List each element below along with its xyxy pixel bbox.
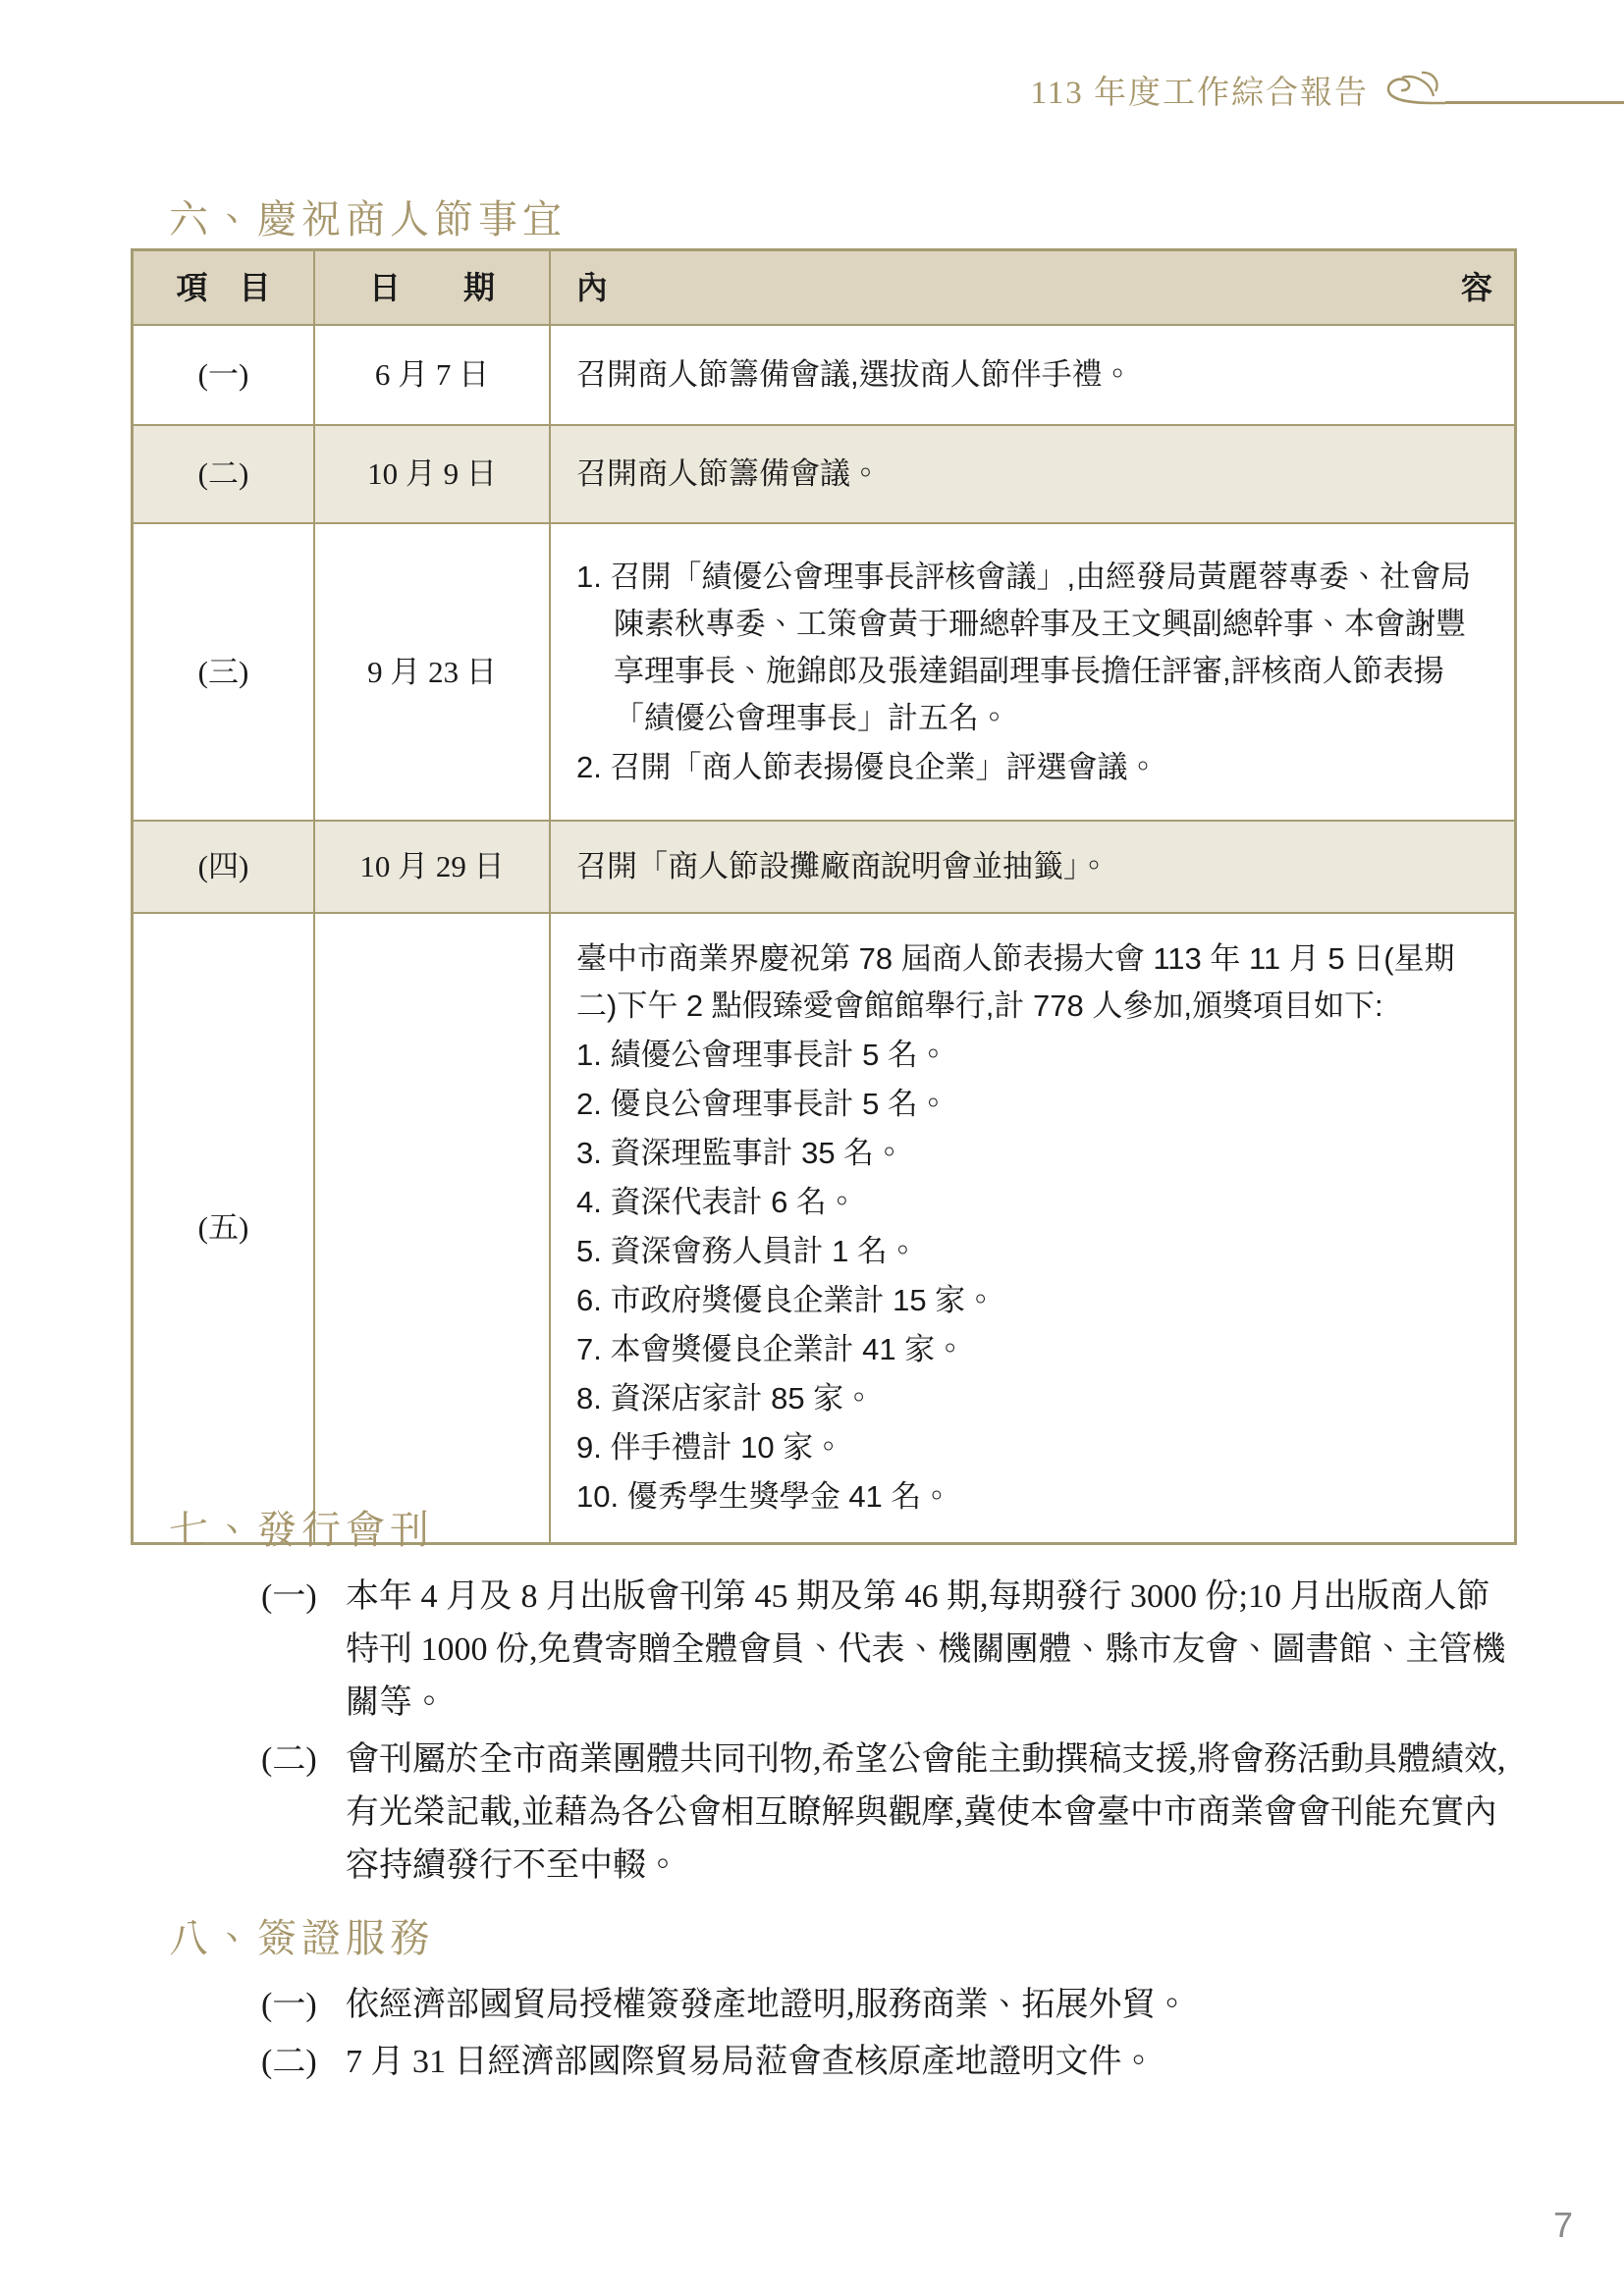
section-eight-item-2 bbox=[261, 2036, 1520, 2089]
content-paragraph: 1. 績優公會理事長計 5 名。 bbox=[576, 1038, 948, 1072]
header-content-right-char: 容 bbox=[1460, 270, 1492, 305]
content-paragraph: 召開商人節籌備會議。 bbox=[576, 456, 881, 491]
section-seven-item-2 bbox=[261, 1734, 1520, 1893]
header-cell-date: 日 期 bbox=[313, 251, 549, 324]
section-title-seven: 七、發行會刊 bbox=[169, 1508, 434, 1552]
prose-sections bbox=[169, 1506, 1520, 2089]
table-row-2 bbox=[134, 424, 1514, 522]
item-text: 7 月 31 日經濟部國際貿易局蒞會查核原產地證明文件。 bbox=[346, 2044, 1156, 2080]
content-cell bbox=[549, 326, 1514, 424]
content-paragraph: 2. 召開「商人節表揚優良企業」評選會議。 bbox=[576, 749, 1159, 784]
content-paragraph: 5. 資深會務人員計 1 名。 bbox=[576, 1234, 918, 1268]
commerce-day-table bbox=[131, 248, 1517, 1545]
content-paragraph: 召開商人節籌備會議,選拔商人節伴手禮。 bbox=[576, 357, 1133, 392]
content-cell bbox=[549, 426, 1514, 522]
item-text: 依經濟部國貿局授權簽發產地證明,服務商業、拓展外貿。 bbox=[346, 1987, 1189, 2023]
header-content-left-char: 內 bbox=[576, 270, 609, 305]
header-rule bbox=[1445, 101, 1624, 104]
page-header bbox=[0, 67, 1624, 113]
table-row-4 bbox=[134, 820, 1514, 912]
section-eight-item-1 bbox=[261, 1979, 1520, 2032]
table-row-5 bbox=[134, 912, 1514, 1542]
content-paragraph: 臺中市商業界慶祝第 78 屆商人節表揚大會 113 年 11 月 5 日(星期二)下午 2 點假臻愛會館館舉行,計 778 人參加,頒獎項目如下: bbox=[576, 941, 1455, 1023]
table-row-3 bbox=[134, 522, 1514, 820]
content-paragraph: 4. 資深代表計 6 名。 bbox=[576, 1185, 857, 1219]
date-cell: 10 月 9 日 bbox=[313, 426, 549, 522]
report-header-title: 113 年度工作綜合報告 bbox=[1030, 76, 1369, 111]
header-cell-content bbox=[549, 251, 1514, 324]
content-cell bbox=[549, 822, 1514, 912]
cloud-swirl-ornament-icon bbox=[1379, 68, 1445, 113]
date-cell bbox=[313, 914, 549, 1542]
content-cell bbox=[549, 524, 1514, 820]
content-paragraph: 1. 召開「績優公會理事長評核會議」,由經發局黃麗蓉專委、社會局陳素秋專委、工策會黃于珊總幹事及王文興副總幹事、本會謝豐享理事長、施錦郎及張達錩副理事長擔任評審,評核商人節表揚「績優公會理事長」計五名。 bbox=[576, 559, 1472, 735]
date-cell: 9 月 23 日 bbox=[313, 524, 549, 820]
item-label: (二) bbox=[261, 1741, 317, 1778]
content-paragraph: 6. 市政府獎優良企業計 15 家。 bbox=[576, 1283, 997, 1317]
item-cell: (四) bbox=[197, 849, 249, 883]
content-paragraph: 9. 伴手禮計 10 家。 bbox=[576, 1430, 844, 1465]
content-paragraph: 8. 資深店家計 85 家。 bbox=[576, 1381, 875, 1415]
content-paragraph: 10. 優秀學生獎學金 41 名。 bbox=[576, 1479, 952, 1514]
item-label: (一) bbox=[261, 1987, 317, 2023]
content-paragraph: 2. 優良公會理事長計 5 名。 bbox=[576, 1087, 948, 1121]
item-cell: (三) bbox=[197, 654, 249, 689]
item-text: 會刊屬於全市商業團體共同刊物,希望公會能主動撰稿支援,將會務活動具體績效,有光榮記載,並藉為各公會相互瞭解與觀摩,冀使本會臺中市商業會會刊能充實內容持續發行不至中輟。 bbox=[346, 1741, 1506, 1884]
content-paragraph: 7. 本會獎優良企業計 41 家。 bbox=[576, 1332, 966, 1366]
item-cell: (五) bbox=[197, 1210, 249, 1245]
content-cell bbox=[549, 914, 1514, 1542]
section-title-eight: 八、簽證服務 bbox=[169, 1916, 434, 1960]
section-title-six: 六、慶祝商人節事宜 bbox=[169, 197, 567, 241]
item-label: (一) bbox=[261, 1578, 317, 1615]
item-cell: (一) bbox=[197, 357, 249, 392]
item-label: (二) bbox=[261, 2044, 317, 2080]
date-cell: 10 月 29 日 bbox=[313, 822, 549, 912]
table-row-1 bbox=[134, 324, 1514, 424]
item-text: 本年 4 月及 8 月出版會刊第 45 期及第 46 期,每期發行 3000 份;10 月出版商人節特刊 1000 份,免費寄贈全體會員、代表、機關團體、縣市友會、圖書館、主管機關等。 bbox=[346, 1578, 1506, 1721]
item-cell: (二) bbox=[197, 456, 249, 491]
content-paragraph: 召開「商人節設攤廠商說明會並抽籤」。 bbox=[576, 849, 1110, 883]
date-cell: 6 月 7 日 bbox=[313, 326, 549, 424]
table-header-row bbox=[134, 251, 1514, 324]
section-seven-item-1 bbox=[261, 1571, 1520, 1730]
header-cell-item: 項 目 bbox=[176, 270, 271, 305]
content-paragraph: 3. 資深理監事計 35 名。 bbox=[576, 1136, 905, 1170]
page-number: 7 bbox=[1553, 2205, 1574, 2245]
